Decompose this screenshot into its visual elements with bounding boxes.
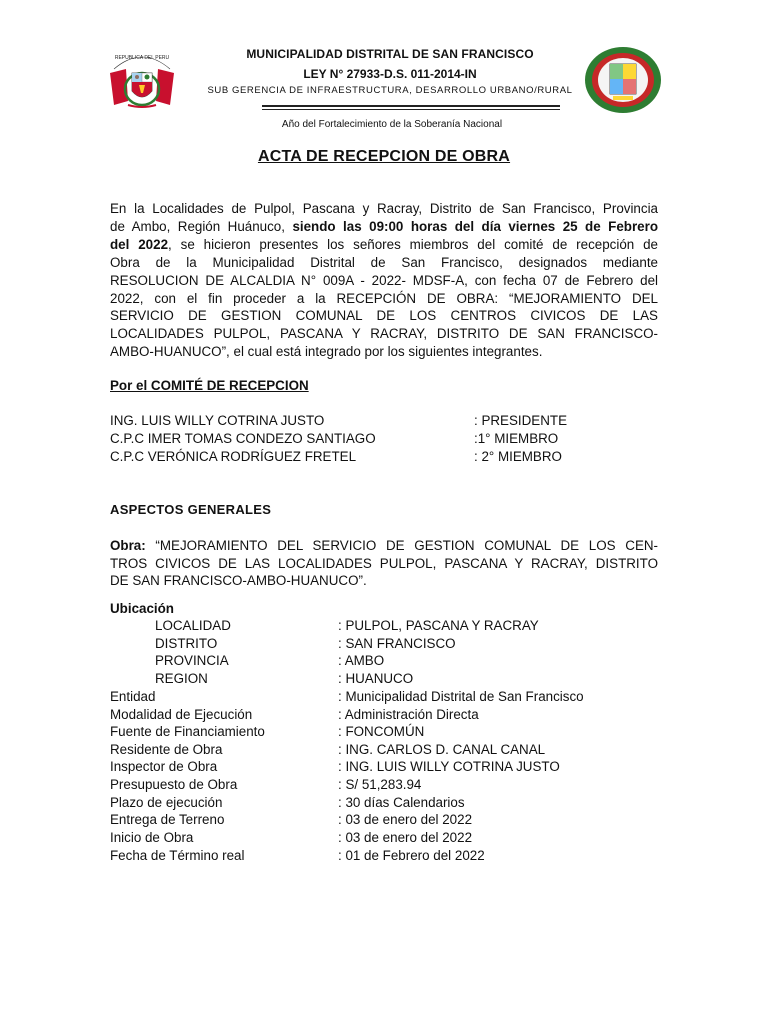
intro-line: 2022, con el fin proceder a la RECEPCIÓN DE OBRA: “MEJORAMIENTO DEL: [110, 290, 658, 306]
ubicacion-value: : SAN FRANCISCO: [338, 636, 456, 651]
obra-line: Obra: “MEJORAMIENTO DEL SERVICIO DE GESTION COMUNAL DE LOS CEN-: [110, 538, 658, 553]
intro-line: AMBO-HUANUCO”, el cual está integrado por los siguientes integrantes.: [110, 344, 543, 360]
document-title: ACTA DE RECEPCION DE OBRA: [257, 148, 511, 165]
intro-line: SERVICIO DE GESTION COMUNAL DE LOS CENTROS CIVICOS DE LAS: [110, 308, 658, 324]
detail-label: Inspector de Obra: [110, 759, 218, 774]
header-divider: [262, 105, 560, 107]
detail-value: : ING. LUIS WILLY COTRINA JUSTO: [338, 759, 560, 774]
detail-value: : ING. CARLOS D. CANAL CANAL: [338, 742, 546, 757]
ubicacion-label: PROVINCIA: [155, 653, 229, 668]
detail-value: : Administración Directa: [338, 707, 479, 722]
year-motto: Año del Fortalecimiento de la Soberanía Nacional: [281, 119, 503, 130]
obra-description: [110, 537, 658, 590]
detail-label: Fuente de Financiamiento: [110, 724, 265, 739]
header-subdivision: SUB GERENCIA DE INFRAESTRUCTURA, DESARROLLO URBANO/RURAL: [207, 85, 573, 96]
obra-line: TROS CIVICOS DE LAS LOCALIDADES PULPOL, PASCANA Y RACRAY, DISTRITO: [110, 555, 658, 571]
peru-coat-of-arms-logo: [106, 47, 178, 111]
intro-line: LOCALIDADES PULPOL, PASCANA Y RACRAY, DISTRITO DE SAN FRANCISCO-: [110, 326, 658, 342]
detail-value: : 03 de enero del 2022: [338, 812, 473, 827]
header-law-number: LEY N° 27933-D.S. 011-2014-IN: [303, 67, 477, 81]
detail-value: : FONCOMÚN: [338, 724, 425, 739]
detail-label: Entidad: [110, 689, 156, 704]
ubicacion-label: REGION: [155, 671, 208, 686]
detail-label: Entrega de Terreno: [110, 812, 225, 827]
intro-line: del 2022, se hicieron presentes los señores miembros del comité de recepción de: [110, 236, 659, 252]
ubicacion-value: : AMBO: [338, 653, 385, 668]
intro-paragraph: [110, 200, 658, 361]
member-name: C.P.C IMER TOMAS CONDEZO SANTIAGO: [110, 431, 376, 446]
member-name: ING. LUIS WILLY COTRINA JUSTO: [110, 413, 325, 428]
detail-label: Fecha de Término real: [110, 848, 245, 863]
ubicacion-value: : PULPOL, PASCANA Y RACRAY: [338, 618, 539, 633]
intro-line: Obra de la Municipalidad Distrital de San Francisco, designados mediante: [110, 254, 658, 270]
member-role: : 2° MIEMBRO: [474, 449, 562, 464]
detail-label: Modalidad de Ejecución: [110, 707, 253, 722]
aspectos-heading: ASPECTOS GENERALES: [110, 502, 272, 517]
header-municipality-name: MUNICIPALIDAD DISTRITAL DE SAN FRANCISCO: [246, 47, 534, 61]
member-role: :1° MIEMBRO: [474, 431, 559, 446]
detail-value: : 01 de Febrero del 2022: [338, 848, 485, 863]
detail-label: Presupuesto de Obra: [110, 777, 238, 792]
member-role: : PRESIDENTE: [474, 413, 568, 428]
intro-line: de Ambo, Región Huánuco, siendo las 09:00 horas del día viernes 25 de Febrero: [110, 218, 658, 234]
committee-heading: Por el COMITÉ DE RECEPCION: [110, 378, 309, 393]
detail-value: : S/ 51,283.94: [338, 777, 422, 792]
header-divider-thin: [262, 109, 560, 110]
ubicacion-heading: Ubicación: [110, 601, 174, 616]
detail-value: : 03 de enero del 2022: [338, 830, 473, 845]
member-name: C.P.C VERÓNICA RODRÍGUEZ FRETEL: [110, 449, 357, 464]
svg-text:REPUBLICA DEL PERU: REPUBLICA DEL PERU: [114, 55, 170, 61]
ubicacion-label: LOCALIDAD: [155, 618, 231, 633]
intro-line: En la Localidades de Pulpol, Pascana y Racray, Distrito de San Francisco, Provincia: [110, 201, 658, 216]
detail-value: : Municipalidad Distrital de San Francisco: [338, 689, 584, 704]
ubicacion-value: : HUANUCO: [338, 671, 414, 686]
detail-label: Inicio de Obra: [110, 830, 194, 845]
detail-label: Plazo de ejecución: [110, 795, 223, 810]
ubicacion-label: DISTRITO: [155, 636, 218, 651]
obra-line: DE SAN FRANCISCO-AMBO-HUANUCO”.: [110, 573, 367, 588]
intro-line: RESOLUCION DE ALCALDIA N° 009A - 2022- MDSF-A, con fecha 07 de Febrero del: [110, 272, 658, 288]
detail-value: : 30 días Calendarios: [338, 795, 465, 810]
detail-label: Residente de Obra: [110, 742, 223, 757]
